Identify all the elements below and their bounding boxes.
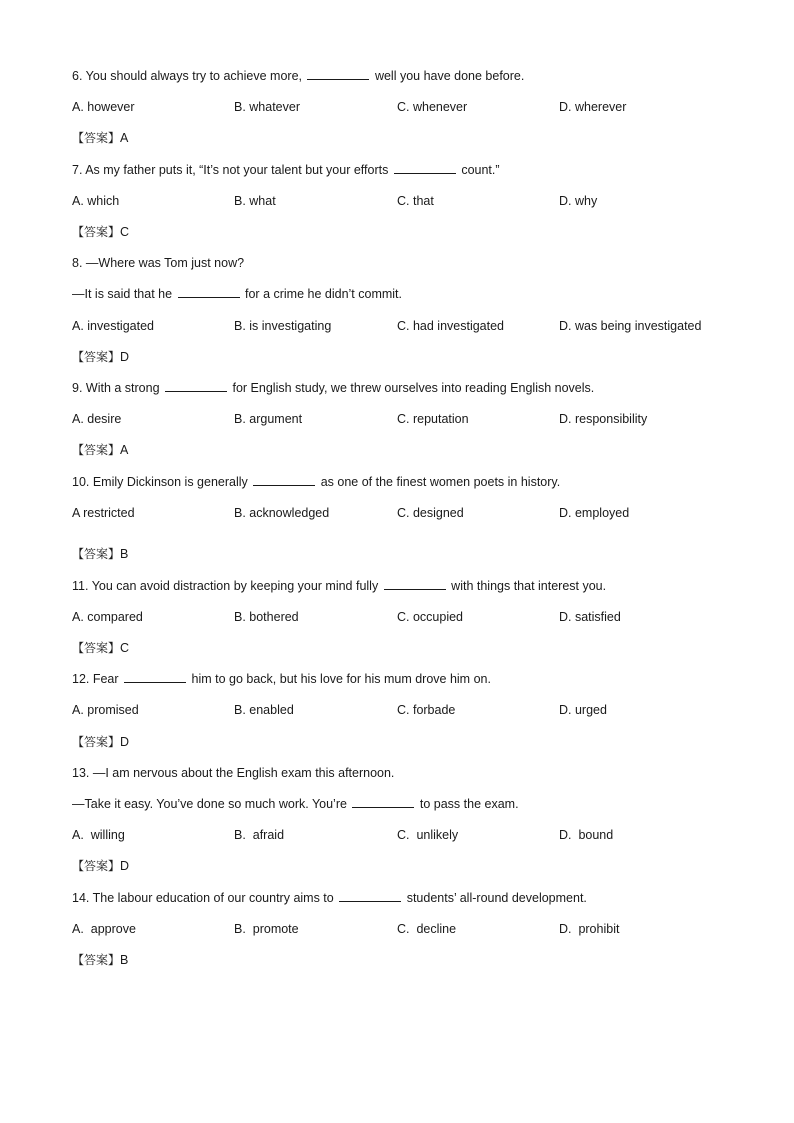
option-c: C. unlikely: [397, 828, 459, 842]
question-14-options: [72, 921, 752, 937]
question-8-dialogue-line: 8. —Where was Tom just now?: [72, 256, 245, 270]
option-d: D. bound: [559, 828, 614, 842]
question-12-options: [72, 702, 752, 718]
option-c: C. decline: [397, 922, 457, 936]
option-a: A. approve: [72, 922, 136, 936]
option-d: D. responsibility: [559, 412, 648, 426]
question-10-options: [72, 505, 752, 521]
question-6-options: [72, 99, 752, 115]
option-b: B. afraid: [234, 828, 285, 842]
option-a: A. however: [72, 100, 135, 114]
question-11-stem: 11. You can avoid distraction by keeping your mind fully with things that interest you.: [72, 579, 607, 593]
question-10-answer: 【答案】B: [72, 547, 129, 561]
question-9-stem: 9. With a strong for English study, we threw ourselves into reading English novels.: [72, 381, 595, 395]
answer-blank: [352, 796, 414, 808]
option-d: D. employed: [559, 506, 630, 520]
question-13-stem: —Take it easy. You’ve done so much work. You’re to pass the exam.: [72, 797, 519, 811]
question-9-options: [72, 411, 752, 427]
option-b: B. acknowledged: [234, 506, 330, 520]
option-c: C. had investigated: [397, 319, 505, 333]
question-14-answer: 【答案】B: [72, 953, 129, 967]
question-11-answer: 【答案】C: [72, 641, 130, 655]
option-d: D. why: [559, 194, 598, 208]
question-12-answer: 【答案】D: [72, 735, 130, 749]
answer-blank: [124, 671, 186, 683]
question-9-answer: 【答案】A: [72, 443, 129, 457]
option-b: B. what: [234, 194, 276, 208]
answer-blank: [253, 474, 315, 486]
question-7-options: [72, 193, 752, 209]
question-13-dialogue-line: 13. —I am nervous about the English exam this afternoon.: [72, 766, 395, 780]
option-a: A restricted: [72, 506, 135, 520]
question-6-answer: 【答案】A: [72, 131, 129, 145]
option-b: B. enabled: [234, 703, 294, 717]
question-6-stem: 6. You should always try to achieve more, well you have done before.: [72, 69, 525, 83]
question-10-stem: 10. Emily Dickinson is generally as one of the finest women poets in history.: [72, 475, 561, 489]
option-c: C. forbade: [397, 703, 456, 717]
answer-blank: [384, 578, 446, 590]
option-a: A. compared: [72, 610, 143, 624]
question-7-answer: 【答案】C: [72, 225, 130, 239]
option-d: D. satisfied: [559, 610, 621, 624]
answer-blank: [165, 380, 227, 392]
question-8-stem: —It is said that he for a crime he didn’t commit.: [72, 287, 402, 301]
option-a: A. which: [72, 194, 120, 208]
option-b: B. argument: [234, 412, 303, 426]
option-b: B. is investigating: [234, 319, 332, 333]
option-b: B. promote: [234, 922, 299, 936]
answer-blank: [178, 286, 240, 298]
option-d: D. prohibit: [559, 922, 620, 936]
question-13-options: [72, 827, 752, 843]
option-a: A. investigated: [72, 319, 154, 333]
option-d: D. wherever: [559, 100, 627, 114]
question-11-options: [72, 609, 752, 625]
option-a: A. desire: [72, 412, 122, 426]
answer-blank: [394, 162, 456, 174]
option-c: C. designed: [397, 506, 464, 520]
option-b: B. whatever: [234, 100, 301, 114]
question-13-answer: 【答案】D: [72, 859, 130, 873]
question-8-options: [72, 318, 752, 334]
option-c: C. reputation: [397, 412, 469, 426]
question-7-stem: 7. As my father puts it, “It’s not your talent but your efforts count.”: [72, 163, 500, 177]
answer-blank: [307, 68, 369, 80]
option-b: B. bothered: [234, 610, 299, 624]
question-12-stem: 12. Fear him to go back, but his love for his mum drove him on.: [72, 672, 491, 686]
option-c: C. whenever: [397, 100, 468, 114]
option-d: D. urged: [559, 703, 607, 717]
question-8-answer: 【答案】D: [72, 350, 130, 364]
answer-blank: [339, 890, 401, 902]
option-a: A. promised: [72, 703, 139, 717]
option-d: D. was being investigated: [559, 319, 702, 333]
question-14-stem: 14. The labour education of our country aims to students’ all-round development.: [72, 891, 587, 905]
option-c: C. occupied: [397, 610, 464, 624]
option-a: A. willing: [72, 828, 125, 842]
option-c: C. that: [397, 194, 434, 208]
